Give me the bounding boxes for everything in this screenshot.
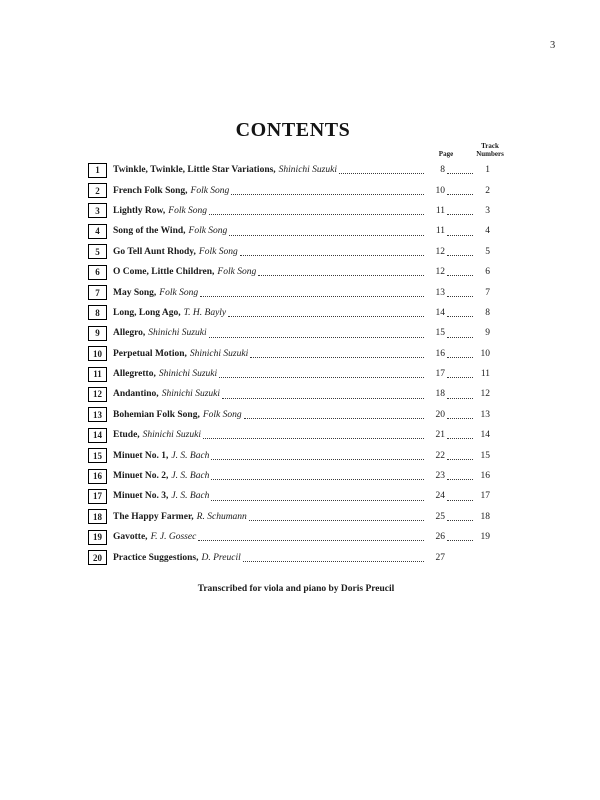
entry-composer: J. S. Bach: [171, 491, 210, 502]
entry-title: Allegro,: [113, 328, 146, 339]
entry-page: 22: [435, 450, 445, 461]
entry-number-box: [88, 224, 107, 239]
leader-dots-track: [447, 418, 473, 419]
entry-title: Minuet No. 2,: [113, 471, 169, 482]
entry-track: 13: [480, 409, 490, 420]
leader-dots-track: [447, 316, 473, 317]
entry-track: 4: [485, 226, 490, 237]
entry-composer: Folk Song: [190, 185, 230, 196]
leader-dots-page: [222, 398, 424, 399]
entry-number-box: [88, 265, 107, 280]
toc-row: [88, 425, 490, 445]
entry-number: 19: [93, 532, 102, 543]
toc-row: [88, 180, 490, 200]
leader-dots-track: [447, 540, 473, 541]
entry-number-box: [88, 367, 107, 382]
entry-number: 16: [93, 471, 102, 482]
entry-number: 8: [95, 307, 100, 318]
entry-number: 5: [95, 246, 100, 257]
entry-page: 11: [435, 205, 445, 216]
toc-rows: [88, 160, 490, 568]
entry-composer: Folk Song: [217, 267, 257, 278]
entry-track: 15: [480, 450, 490, 461]
toc-row: [88, 160, 490, 180]
entry-title: Go Tell Aunt Rhody,: [113, 246, 196, 257]
entry-text: [113, 308, 226, 318]
entry-number: 17: [93, 491, 102, 502]
leader-dots-page: [209, 214, 424, 215]
leader-dots-page: [198, 540, 424, 541]
toc-row: [88, 527, 490, 547]
leader-dots-track: [447, 296, 473, 297]
entry-text: [113, 410, 242, 420]
toc-row: [88, 486, 490, 506]
entry-text: [113, 471, 209, 481]
entry-number-box: [88, 509, 107, 524]
entry-track: 5: [485, 246, 490, 257]
entry-title: Minuet No. 1,: [113, 450, 169, 461]
entry-number: 20: [93, 552, 102, 563]
entry-track: 10: [480, 348, 490, 359]
leader-dots-track: [447, 255, 473, 256]
entry-page: 21: [435, 430, 445, 441]
entry-composer: R. Schumann: [196, 511, 247, 522]
page-number: 3: [550, 40, 556, 51]
entry-number-box: [88, 305, 107, 320]
entry-page: 12: [435, 246, 445, 257]
entry-track: 14: [480, 430, 490, 441]
entry-text: [113, 451, 209, 461]
entry-title: Andantino,: [113, 389, 159, 400]
entry-title: The Happy Farmer,: [113, 511, 194, 522]
toc-row: [88, 323, 490, 343]
entry-track: 17: [480, 491, 490, 502]
toc-row: [88, 282, 490, 302]
toc-row: [88, 507, 490, 527]
leader-dots-page: [339, 173, 424, 174]
transcription-credit: Transcribed for viola and piano by Doris Preucil: [197, 584, 395, 594]
entry-text: [113, 206, 207, 216]
entry-track: 16: [480, 471, 490, 482]
entry-number-box: [88, 550, 107, 565]
leader-dots-page: [258, 275, 424, 276]
entry-page: 25: [435, 511, 445, 522]
entry-page: 23: [435, 471, 445, 482]
entry-page: 26: [435, 532, 445, 543]
entry-text: [113, 491, 209, 501]
leader-dots-track: [447, 275, 473, 276]
entry-number: 9: [95, 328, 100, 339]
entry-track: 6: [485, 267, 490, 278]
entry-composer: Folk Song: [202, 409, 242, 420]
entry-track: 2: [485, 185, 490, 196]
entry-text: [113, 512, 247, 522]
entry-text: [113, 532, 196, 542]
entry-page: 24: [435, 491, 445, 502]
leader-dots-page: [250, 357, 424, 358]
entry-title: Song of the Wind,: [113, 226, 186, 237]
entry-composer: Shinichi Suzuki: [278, 165, 337, 176]
entry-number-box: [88, 489, 107, 504]
entry-number-box: [88, 428, 107, 443]
leader-dots-track: [447, 459, 473, 460]
page-column-header: Page: [438, 150, 454, 158]
entry-composer: F. J. Gossec: [150, 532, 197, 543]
leader-dots-page: [211, 500, 424, 501]
entry-title: Long, Long Ago,: [113, 307, 181, 318]
leader-dots-page: [228, 316, 424, 317]
entry-title: French Folk Song,: [113, 185, 188, 196]
entry-text: [113, 247, 238, 257]
leader-dots-page: [211, 479, 424, 480]
column-headers: [88, 138, 504, 159]
entry-number: 3: [95, 205, 100, 216]
entry-number-box: [88, 326, 107, 341]
entry-text: [113, 369, 217, 379]
entry-number: 7: [95, 287, 100, 298]
leader-dots-track: [447, 337, 473, 338]
entry-title: Twinkle, Twinkle, Little Star Variations,: [113, 165, 276, 176]
entry-number: 6: [95, 267, 100, 278]
entry-composer: Shinichi Suzuki: [148, 328, 207, 339]
entry-track: 3: [485, 205, 490, 216]
entry-number-box: [88, 183, 107, 198]
entry-text: [113, 349, 248, 359]
entry-number-box: [88, 203, 107, 218]
entry-number-box: [88, 387, 107, 402]
toc-row: [88, 242, 490, 262]
entry-composer: D. Preucil: [201, 552, 241, 563]
toc-row: [88, 201, 490, 221]
entry-composer: T. H. Bayly: [183, 307, 227, 318]
entry-composer: J. S. Bach: [171, 450, 210, 461]
track-column-header-line2: Numbers: [476, 149, 504, 158]
entry-track: 1: [485, 165, 490, 176]
contents-title: CONTENTS: [235, 119, 351, 141]
entry-composer: J. S. Bach: [171, 471, 210, 482]
entry-number: 10: [93, 348, 102, 359]
entry-number: 14: [93, 430, 102, 441]
entry-page: 27: [435, 552, 445, 563]
leader-dots-track: [447, 479, 473, 480]
entry-number: 18: [93, 511, 102, 522]
entry-number-box: [88, 285, 107, 300]
leader-dots-track: [447, 520, 473, 521]
entry-text: [113, 226, 227, 236]
leader-dots-track: [447, 173, 473, 174]
leader-dots-track: [447, 194, 473, 195]
entry-text: [113, 165, 337, 175]
toc-row: [88, 221, 490, 241]
entry-track: 19: [480, 532, 490, 543]
entry-text: [113, 389, 220, 399]
entry-composer: Folk Song: [198, 246, 238, 257]
leader-dots-track: [447, 235, 473, 236]
entry-track: 11: [480, 369, 490, 380]
entry-number-box: [88, 407, 107, 422]
entry-number-box: [88, 163, 107, 178]
leader-dots-track: [447, 377, 473, 378]
toc-row: [88, 384, 490, 404]
toc-row: [88, 344, 490, 364]
toc-row: [88, 466, 490, 486]
entry-track: 18: [480, 511, 490, 522]
toc-row: [88, 303, 490, 323]
entry-title: Lightly Row,: [113, 205, 166, 216]
entry-page: 16: [435, 348, 445, 359]
entry-text: [113, 553, 241, 563]
entry-composer: Shinichi Suzuki: [189, 348, 249, 359]
entry-number: 4: [95, 226, 100, 237]
entry-title: Allegretto,: [113, 369, 156, 380]
entry-page: 13: [435, 287, 445, 298]
entry-track: 7: [485, 287, 490, 298]
entry-page: 12: [435, 267, 445, 278]
entry-number: 1: [95, 165, 100, 176]
toc-row: [88, 445, 490, 465]
leader-dots-page: [244, 418, 424, 419]
entry-title: Gavotte,: [113, 532, 148, 543]
entry-page: 15: [435, 328, 445, 339]
entry-number-box: [88, 244, 107, 259]
entry-composer: Folk Song: [168, 205, 208, 216]
entry-composer: Shinichi Suzuki: [161, 389, 221, 400]
leader-dots-page: [219, 377, 424, 378]
entry-number-box: [88, 346, 107, 361]
entry-title: Minuet No. 3,: [113, 491, 169, 502]
entry-composer: Folk Song: [159, 287, 199, 298]
entry-text: [113, 328, 207, 338]
entry-composer: Shinichi Suzuki: [142, 430, 201, 441]
entry-page: 17: [435, 369, 445, 380]
leader-dots-track: [447, 500, 473, 501]
entry-title: Etude,: [113, 430, 140, 441]
leader-dots-page: [243, 561, 424, 562]
entry-number-box: [88, 530, 107, 545]
entry-text: [113, 267, 256, 277]
leader-dots-page: [209, 337, 424, 338]
leader-dots-page: [229, 235, 424, 236]
toc-row: [88, 364, 490, 384]
entry-page: 11: [435, 226, 445, 237]
entry-title: Perpetual Motion,: [113, 348, 187, 359]
leader-dots-page: [200, 296, 424, 297]
entry-number-box: [88, 469, 107, 484]
toc-row: [88, 262, 490, 282]
track-column-header: [462, 142, 518, 158]
entry-track: 9: [485, 328, 490, 339]
entry-text: [113, 430, 201, 440]
entry-page: 10: [435, 185, 445, 196]
entry-number: 12: [93, 389, 102, 400]
entry-number: 2: [95, 185, 100, 196]
entry-title: May Song,: [113, 287, 157, 298]
leader-dots-page: [240, 255, 424, 256]
entry-page: 8: [440, 165, 445, 176]
entry-page: 20: [435, 409, 445, 420]
leader-dots-page: [231, 194, 424, 195]
entry-composer: Folk Song: [188, 226, 228, 237]
entry-title: O Come, Little Children,: [113, 267, 215, 278]
entry-number-box: [88, 448, 107, 463]
entry-number: 11: [93, 369, 102, 380]
entry-page: 18: [435, 389, 445, 400]
entry-text: [113, 186, 229, 196]
leader-dots-track: [447, 438, 473, 439]
entry-track: 8: [485, 307, 490, 318]
entry-title: Bohemian Folk Song,: [113, 409, 200, 420]
entry-number: 15: [93, 450, 102, 461]
leader-dots-page: [211, 459, 424, 460]
leader-dots-page: [203, 438, 424, 439]
toc-row: [88, 405, 490, 425]
entry-composer: Shinichi Suzuki: [158, 369, 218, 380]
leader-dots-track: [447, 214, 473, 215]
entry-number: 13: [93, 409, 102, 420]
leader-dots-page: [249, 520, 424, 521]
toc-row: [88, 547, 490, 567]
track-column-header-line1: Track: [481, 141, 499, 150]
entry-track: 12: [480, 389, 490, 400]
entry-title: Practice Suggestions,: [113, 552, 199, 563]
leader-dots-track: [447, 398, 473, 399]
entry-text: [113, 288, 198, 298]
leader-dots-track: [447, 357, 473, 358]
entry-page: 14: [435, 307, 445, 318]
